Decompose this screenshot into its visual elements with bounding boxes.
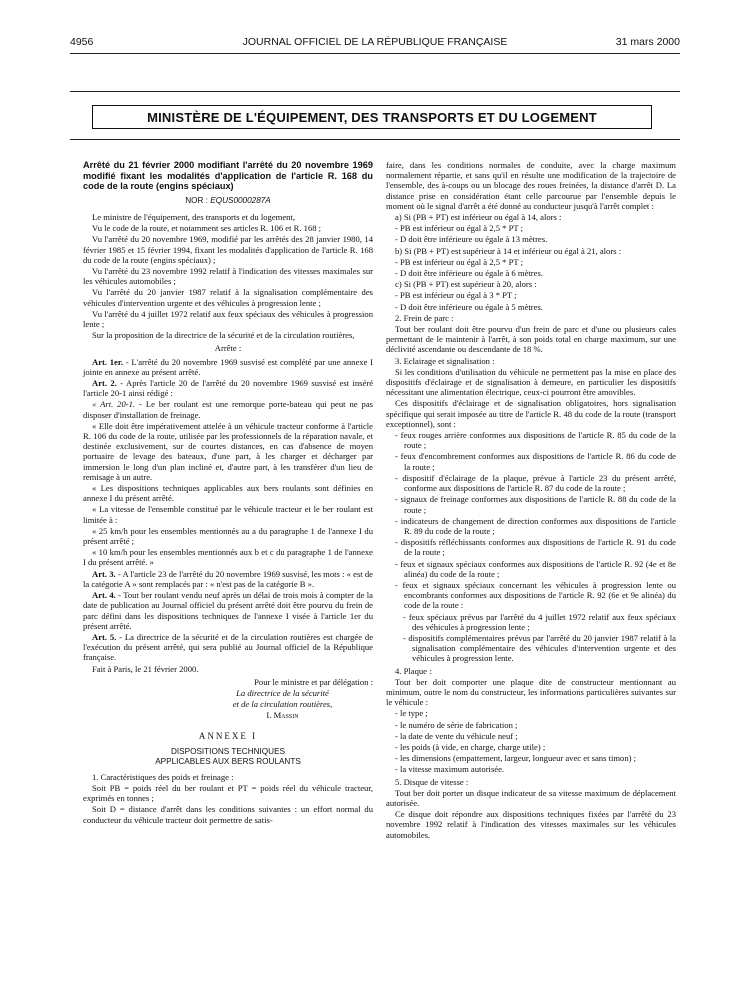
nor-reference: NOR : EQUS0000287A xyxy=(185,195,271,205)
article-20-1-paragraph: « Elle doit être impérativement attelée à un véhicule tracteur conforme à l'article R. 106 du code de la route, utilisée par les professionnels de la réparation navale, et destinée exclusivement, sur de courtes distances, en cas d'absence de moyen portuaire de levage des bateaux, d'une part, à les charger et décharger par immersion le long d'un plan incliné et, d'autre part, à les transférer d'un lieu de remisage à un autre. xyxy=(83,420,373,482)
annexe-subtitle: DISPOSITIONS TECHNIQUES APPLICABLES AUX BERS ROULANTS xyxy=(155,746,301,766)
section-3-sublist xyxy=(386,612,676,664)
braking-case-item: - PB est inférieur ou égal à 2,5 * PT ; xyxy=(395,223,524,234)
list-item: - dispositifs réfléchissants conformes aux dispositions de l'article R. 91 du code de la route ; xyxy=(395,537,676,558)
annexe-continuation: faire, dans les conditions normales de conduite, avec la charge maximum normalement répartie, et sans qu'il en résulte une modification de la trajectoire de l'ensemble, des à-coups ou un blocage des roues freinées, la distance d'arrêt D. La distance prise en considération étant celle parcourue par l'ensemble depuis le moment où le signal d'arrêt a été donné au conducteur jusqu'à l'arrêt complet : xyxy=(386,160,676,211)
section-rule-bottom xyxy=(70,139,680,140)
section-2-text: Tout ber roulant doit être pourvu d'un frein de parc et d'une ou plusieurs cales permettant de le maintenir à l'arrêt, à son poids total en charge maximum, sur une déclivité ascendante ou descendante de 18 %. xyxy=(386,324,676,355)
braking-case-item: - D doit être inférieure ou égale à 6 mètres. xyxy=(395,268,543,279)
visa-paragraph: Vu le code de la route, et notamment ses articles R. 106 et R. 168 ; xyxy=(92,223,322,234)
section-2-title: 2. Frein de parc : xyxy=(395,312,454,323)
page-number: 4956 xyxy=(70,36,94,48)
article-20-1: « Art. 20-1. - Le ber roulant est une remorque porte-bateau qui peut ne pas disposer d'installation de freinage. xyxy=(83,399,373,420)
list-item: - les poids (à vide, en charge, charge utile) ; xyxy=(395,741,546,752)
section-4-list xyxy=(386,708,676,774)
section-3-list xyxy=(386,430,676,610)
article-paragraph: Art. 3. - A l'article 23 de l'arrêté du 20 novembre 1969 susvisé, les mots : « est de la catégorie A » sont remplacés par : « n'est pas de la catégorie B ». xyxy=(83,568,373,589)
section-3-title: 3. Eclairage et signalisation : xyxy=(395,355,495,366)
braking-case-heading: b) Si (PB + PT) est supérieur à 14 et inférieur ou égal à 21, alors : xyxy=(395,245,622,256)
visa-paragraph: Vu l'arrêté du 23 novembre 1992 relatif à l'indication des vitesses maximales sur les véhicules automobiles ; xyxy=(83,266,373,287)
braking-case-heading: c) Si (PB + PT) est supérieur à 20, alors : xyxy=(395,279,537,290)
signature-line2: La directrice de la sécurité xyxy=(236,687,329,698)
visa-paragraph: Vu l'arrêté du 4 juillet 1972 relatif aux feux spéciaux des véhicules à progression lente ; xyxy=(83,308,373,330)
braking-cases xyxy=(386,212,676,312)
article-paragraph: Art. 2. - Après l'article 20 de l'arrêté du 20 novembre 1969 susvisé est inséré l'article 20-1 ainsi rédigé : xyxy=(83,378,374,399)
right-column xyxy=(386,160,676,841)
articles-list xyxy=(83,357,373,399)
braking-case-item: - PB est inférieur ou égal à 2,5 * PT ; xyxy=(395,256,524,267)
visas-list xyxy=(83,212,373,340)
list-item: - la vitesse maximum autorisée. xyxy=(395,764,505,775)
visa-paragraph: Le ministre de l'équipement, des transports et du logement, xyxy=(92,211,295,222)
annexe-left-body xyxy=(83,772,373,825)
list-item: - dispositif d'éclairage de la plaque, prévue à l'article 23 du présent arrêté, conforme aux dispositions de l'article R. 87 du code de la route ; xyxy=(395,472,676,494)
list-item: - dispositifs complémentaires prévus par l'arrêté du 20 janvier 1987 relatif à la signalisation complémentaire des véhicules d'intervention urgente et des véhicules à progression lente. xyxy=(403,632,676,664)
section-4-title: 4. Plaque : xyxy=(395,665,432,676)
braking-case-heading: a) Si (PB + PT) est inférieur ou égal à 14, alors : xyxy=(395,212,562,223)
braking-case-item: - PB est inférieur ou égal à 3 * PT ; xyxy=(395,290,517,301)
braking-case-item: - D doit être inférieure ou égale à 13 mètres. xyxy=(395,234,548,245)
signature-line1: Pour le ministre et par délégation : xyxy=(254,676,373,687)
list-item: - la date de vente du véhicule neuf ; xyxy=(395,730,518,741)
article-20-1-paragraph: « 10 km/h pour les ensembles mentionnés aux b et c du paragraphe 1 de l'annexe I du présent arrêté. » xyxy=(83,547,373,568)
list-item: - feux d'encombrement conformes aux dispositions de l'article R. 86 du code de la route ; xyxy=(395,451,676,472)
annexe-paragraph: 1. Caractéristiques des poids et freinage : xyxy=(92,771,234,782)
section-4-text: Tout ber doit comporter une plaque dite de constructeur mentionnant au minimum, outre le nom du constructeur, les informations particulières suivantes sur le véhicule : xyxy=(386,676,676,708)
section-rule-top xyxy=(70,91,680,92)
articles-list-2 xyxy=(83,569,373,663)
visa-paragraph: Sur la proposition de la directrice de la sécurité et de la circulation routières, xyxy=(92,330,355,341)
journal-title: JOURNAL OFFICIEL DE LA RÉPUBLIQUE FRANÇAISE xyxy=(242,36,508,48)
article-20-1-paragraph: « 25 km/h pour les ensembles mentionnés au a du paragraphe 1 de l'annexe I du présent arrêté ; xyxy=(83,525,373,547)
visa-paragraph: Vu l'arrêté du 20 janvier 1987 relatif à la signalisation complémentaire des véhicules d'intervention urgente et des véhicules à progression lente ; xyxy=(83,287,373,308)
article-paragraph: Art. 1er. - L'arrêté du 20 novembre 1969 susvisé est complété par une annexe I jointe en annexe au présent arrêté. xyxy=(83,356,373,377)
fait-line: Fait à Paris, le 21 février 2000. xyxy=(92,663,199,674)
running-header xyxy=(70,36,680,50)
list-item: - le type ; xyxy=(395,708,428,719)
article-paragraph: Art. 5. - La directrice de la sécurité et de la circulation routières est chargée de l'exécution du présent arrêté, qui sera publié au Journal officiel de la République française. xyxy=(83,631,374,663)
article-paragraph: Art. 4. - Tout ber roulant vendu neuf après un délai de trois mois à compter de la date de publication au Journal officiel du présent arrêté doit être pourvu du frein de parc défini dans les dispositions techniques de l'annexe I visée à l'article 1er du présent arrêté. xyxy=(83,590,373,631)
left-column xyxy=(83,160,373,826)
annexe-paragraph: Soit PB = poids réel du ber roulant et PT = poids réel du véhicule tracteur, exprimés en tonnes ; xyxy=(83,782,373,804)
arrete-word: Arrête : xyxy=(214,343,242,354)
list-item: - feux rouges arrière conformes aux dispositions de l'article R. 85 du code de la route ; xyxy=(395,430,676,451)
issue-date: 31 mars 2000 xyxy=(615,36,680,48)
article-20-1-body xyxy=(83,421,373,568)
arrete-title: Arrêté du 21 février 2000 modifiant l'arrêté du 20 novembre 1969 modifié fixant les modalités d'application de l'article R. 168 du code de la route (engins spéciaux) xyxy=(83,160,373,192)
article-20-1-paragraph: « La vitesse de l'ensemble constitué par le véhicule tracteur et le ber roulant est limitée à : xyxy=(83,504,373,525)
annexe-heading: ANNEXE I xyxy=(198,730,258,741)
list-item: - le numéro de série de fabrication ; xyxy=(395,719,518,730)
section-3-text1: Si les conditions d'utilisation du véhicule ne permettent pas la mise en place des dispositifs d'éclairage et de signalisation à demeure, en particulier les dispositifs nécessitant une alimentation électrique, ceux-ci pourront être amovibles. xyxy=(386,366,676,398)
section-5-title: 5. Disque de vitesse : xyxy=(395,776,469,787)
list-item: - les dimensions (empattement, largeur, longueur avec et sans timon) ; xyxy=(395,753,637,764)
header-rule xyxy=(70,53,680,54)
article-20-1-paragraph: « Les dispositions techniques applicables aux bers roulants sont définies en annexe I du présent arrêté. xyxy=(83,483,373,504)
list-item: - signaux de freinage conformes aux dispositions de l'article R. 88 du code de la route ; xyxy=(395,494,676,515)
signature-name: I. Massin xyxy=(266,710,299,721)
signature-line3: et de la circulation routières, xyxy=(232,699,333,710)
braking-case-item: - D doit être inférieure ou égale à 5 mètres. xyxy=(395,301,543,312)
visa-paragraph: Vu l'arrêté du 20 novembre 1969, modifié par les arrêtés des 28 janvier 1980, 14 février 1985 et 15 février 1994, fixant les modalités d'application de l'article R. 168 du code de la route (engins spéciaux) ; xyxy=(83,234,373,265)
list-item: - indicateurs de changement de direction conformes aux dispositions de l'article R. 89 du code de la route ; xyxy=(395,515,676,536)
list-item: - feux spéciaux prévus par l'arrêté du 4 juillet 1972 relatif aux feux spéciaux des véhicules à progression lente ; xyxy=(403,611,676,632)
section-5-text2: Ce disque doit répondre aux dispositions techniques fixées par l'arrêté du 23 novembre 1992 relatif à l'indication des vitesses maximales sur les véhicules automobiles. xyxy=(386,809,676,840)
ministry-heading: MINISTÈRE DE L'ÉQUIPEMENT, DES TRANSPORTS ET DU LOGEMENT xyxy=(92,105,652,129)
list-item: - feux et signaux spéciaux concernant les véhicules à progression lente ou encombrants conformes aux dispositions de l'article R. 92 (6e et 9e alinéa) du code de la route : xyxy=(395,579,676,611)
section-5-text1: Tout ber doit porter un disque indicateur de sa vitesse maximum de déplacement autorisée. xyxy=(386,787,676,808)
section-3-text2: Ces dispositifs d'éclairage et de signalisation obligatoires, hors signalisation spécifique qui serait imposée au titre de l'article R. 48 du code de la route (transport exceptionnel), sont : xyxy=(386,398,676,429)
list-item: - feux et signaux spéciaux conformes aux dispositions de l'article R. 92 (4e et 8e alinéa) du code de la route ; xyxy=(395,558,676,579)
annexe-paragraph: Soit D = distance d'arrêt dans les conditions suivantes : un effort normal du conducteur du véhicule tracteur doit permettre de satis- xyxy=(83,804,373,825)
